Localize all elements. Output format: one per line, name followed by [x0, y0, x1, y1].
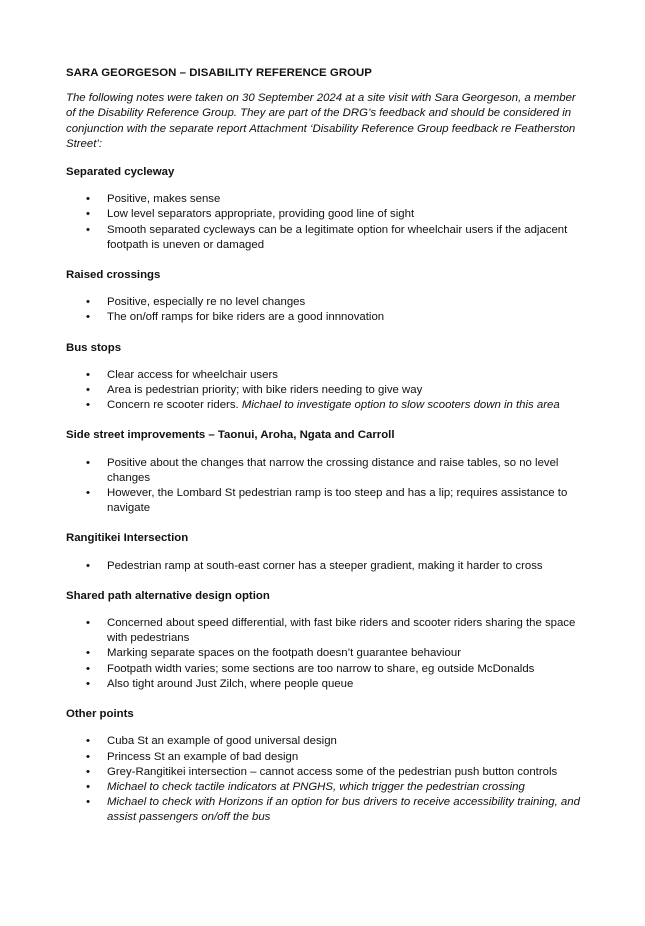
- bullet-list: [66, 295, 586, 325]
- section-rangitikei-intersection: [66, 531, 586, 573]
- document-title: SARA GEORGESON – DISABILITY REFERENCE GROUP: [66, 67, 372, 79]
- list-item: • Marking separate spaces on the footpath doesn’t guarantee behaviour: [66, 646, 586, 661]
- list-item: • Positive, especially re no level changes: [66, 295, 586, 310]
- list-item: • Smooth separated cycleways can be a legitimate option for wheelchair users if the adjacent footpath is uneven or damaged: [66, 223, 586, 253]
- section-heading: Raised crossings: [66, 269, 161, 282]
- bullet-list: [66, 734, 586, 825]
- list-item: • The on/off ramps for bike riders are a good innnovation: [66, 310, 586, 325]
- list-item: • Positive about the changes that narrow the crossing distance and raise tables, so no level changes: [66, 456, 586, 486]
- list-item: • Pedestrian ramp at south-east corner has a steeper gradient, making it harder to cross: [66, 559, 586, 574]
- document-page: [66, 66, 586, 841]
- list-item: • Princess St an example of bad design: [66, 750, 586, 765]
- list-item: • Clear access for wheelchair users: [66, 368, 586, 383]
- section-bus-stops: [66, 341, 586, 414]
- list-item: • However, the Lombard St pedestrian ramp is too steep and has a lip; requires assistance to navigate: [66, 486, 586, 516]
- action-note-item: • Michael to check tactile indicators at PNGHS, which trigger the pedestrian crossing: [66, 780, 586, 795]
- list-item: [66, 398, 586, 413]
- section-raised-crossings: [66, 268, 586, 326]
- bullet-list: [66, 559, 586, 574]
- section-separated-cycleway: [66, 165, 586, 253]
- action-note-item: • Michael to check with Horizons if an option for bus drivers to receive accessibility training, and assist passengers on/off the bus: [66, 795, 586, 825]
- list-item-text: Concern re scooter riders.: [107, 399, 242, 412]
- list-item: • Cuba St an example of good universal design: [66, 734, 586, 749]
- section-heading: Rangitikei Intersection: [66, 532, 189, 545]
- bullet-list: [66, 192, 586, 253]
- list-item: • Also tight around Just Zilch, where people queue: [66, 677, 586, 692]
- section-heading: Side street improvements – Taonui, Aroha, Ngata and Carroll: [66, 429, 395, 442]
- section-heading: Shared path alternative design option: [66, 589, 270, 602]
- list-item: • Positive, makes sense: [66, 192, 586, 207]
- section-heading: Other points: [66, 708, 134, 721]
- list-item: • Grey-Rangitikei intersection – cannot access some of the pedestrian push button controls: [66, 765, 586, 780]
- section-shared-path: [66, 589, 586, 692]
- bullet-list: [66, 456, 586, 517]
- action-note: Michael to investigate option to slow scooters down in this area: [241, 399, 560, 412]
- section-heading: Bus stops: [66, 341, 122, 354]
- section-heading: Separated cycleway: [66, 166, 175, 179]
- list-item: • Concerned about speed differential, with fast bike riders and scooter riders sharing the space with pedestrians: [66, 616, 586, 646]
- list-item: • Low level separators appropriate, providing good line of sight: [66, 207, 586, 222]
- list-item: • Footpath width varies; some sections are too narrow to share, eg outside McDonalds: [66, 662, 586, 677]
- section-other-points: [66, 707, 586, 825]
- intro-paragraph: The following notes were taken on 30 September 2024 at a site visit with Sara Georgeson, a member of the Disability Reference Group. They are part of the DRG’s feedback and should be considered in conjunction with the separate report Attachment ‘Disability Reference Group feedback re Featherston Street’:: [66, 92, 576, 150]
- bullet-list: [66, 616, 586, 692]
- section-side-street-improvements: [66, 428, 586, 516]
- bullet-list: [66, 368, 586, 414]
- list-item: • Area is pedestrian priority; with bike riders needing to give way: [66, 383, 586, 398]
